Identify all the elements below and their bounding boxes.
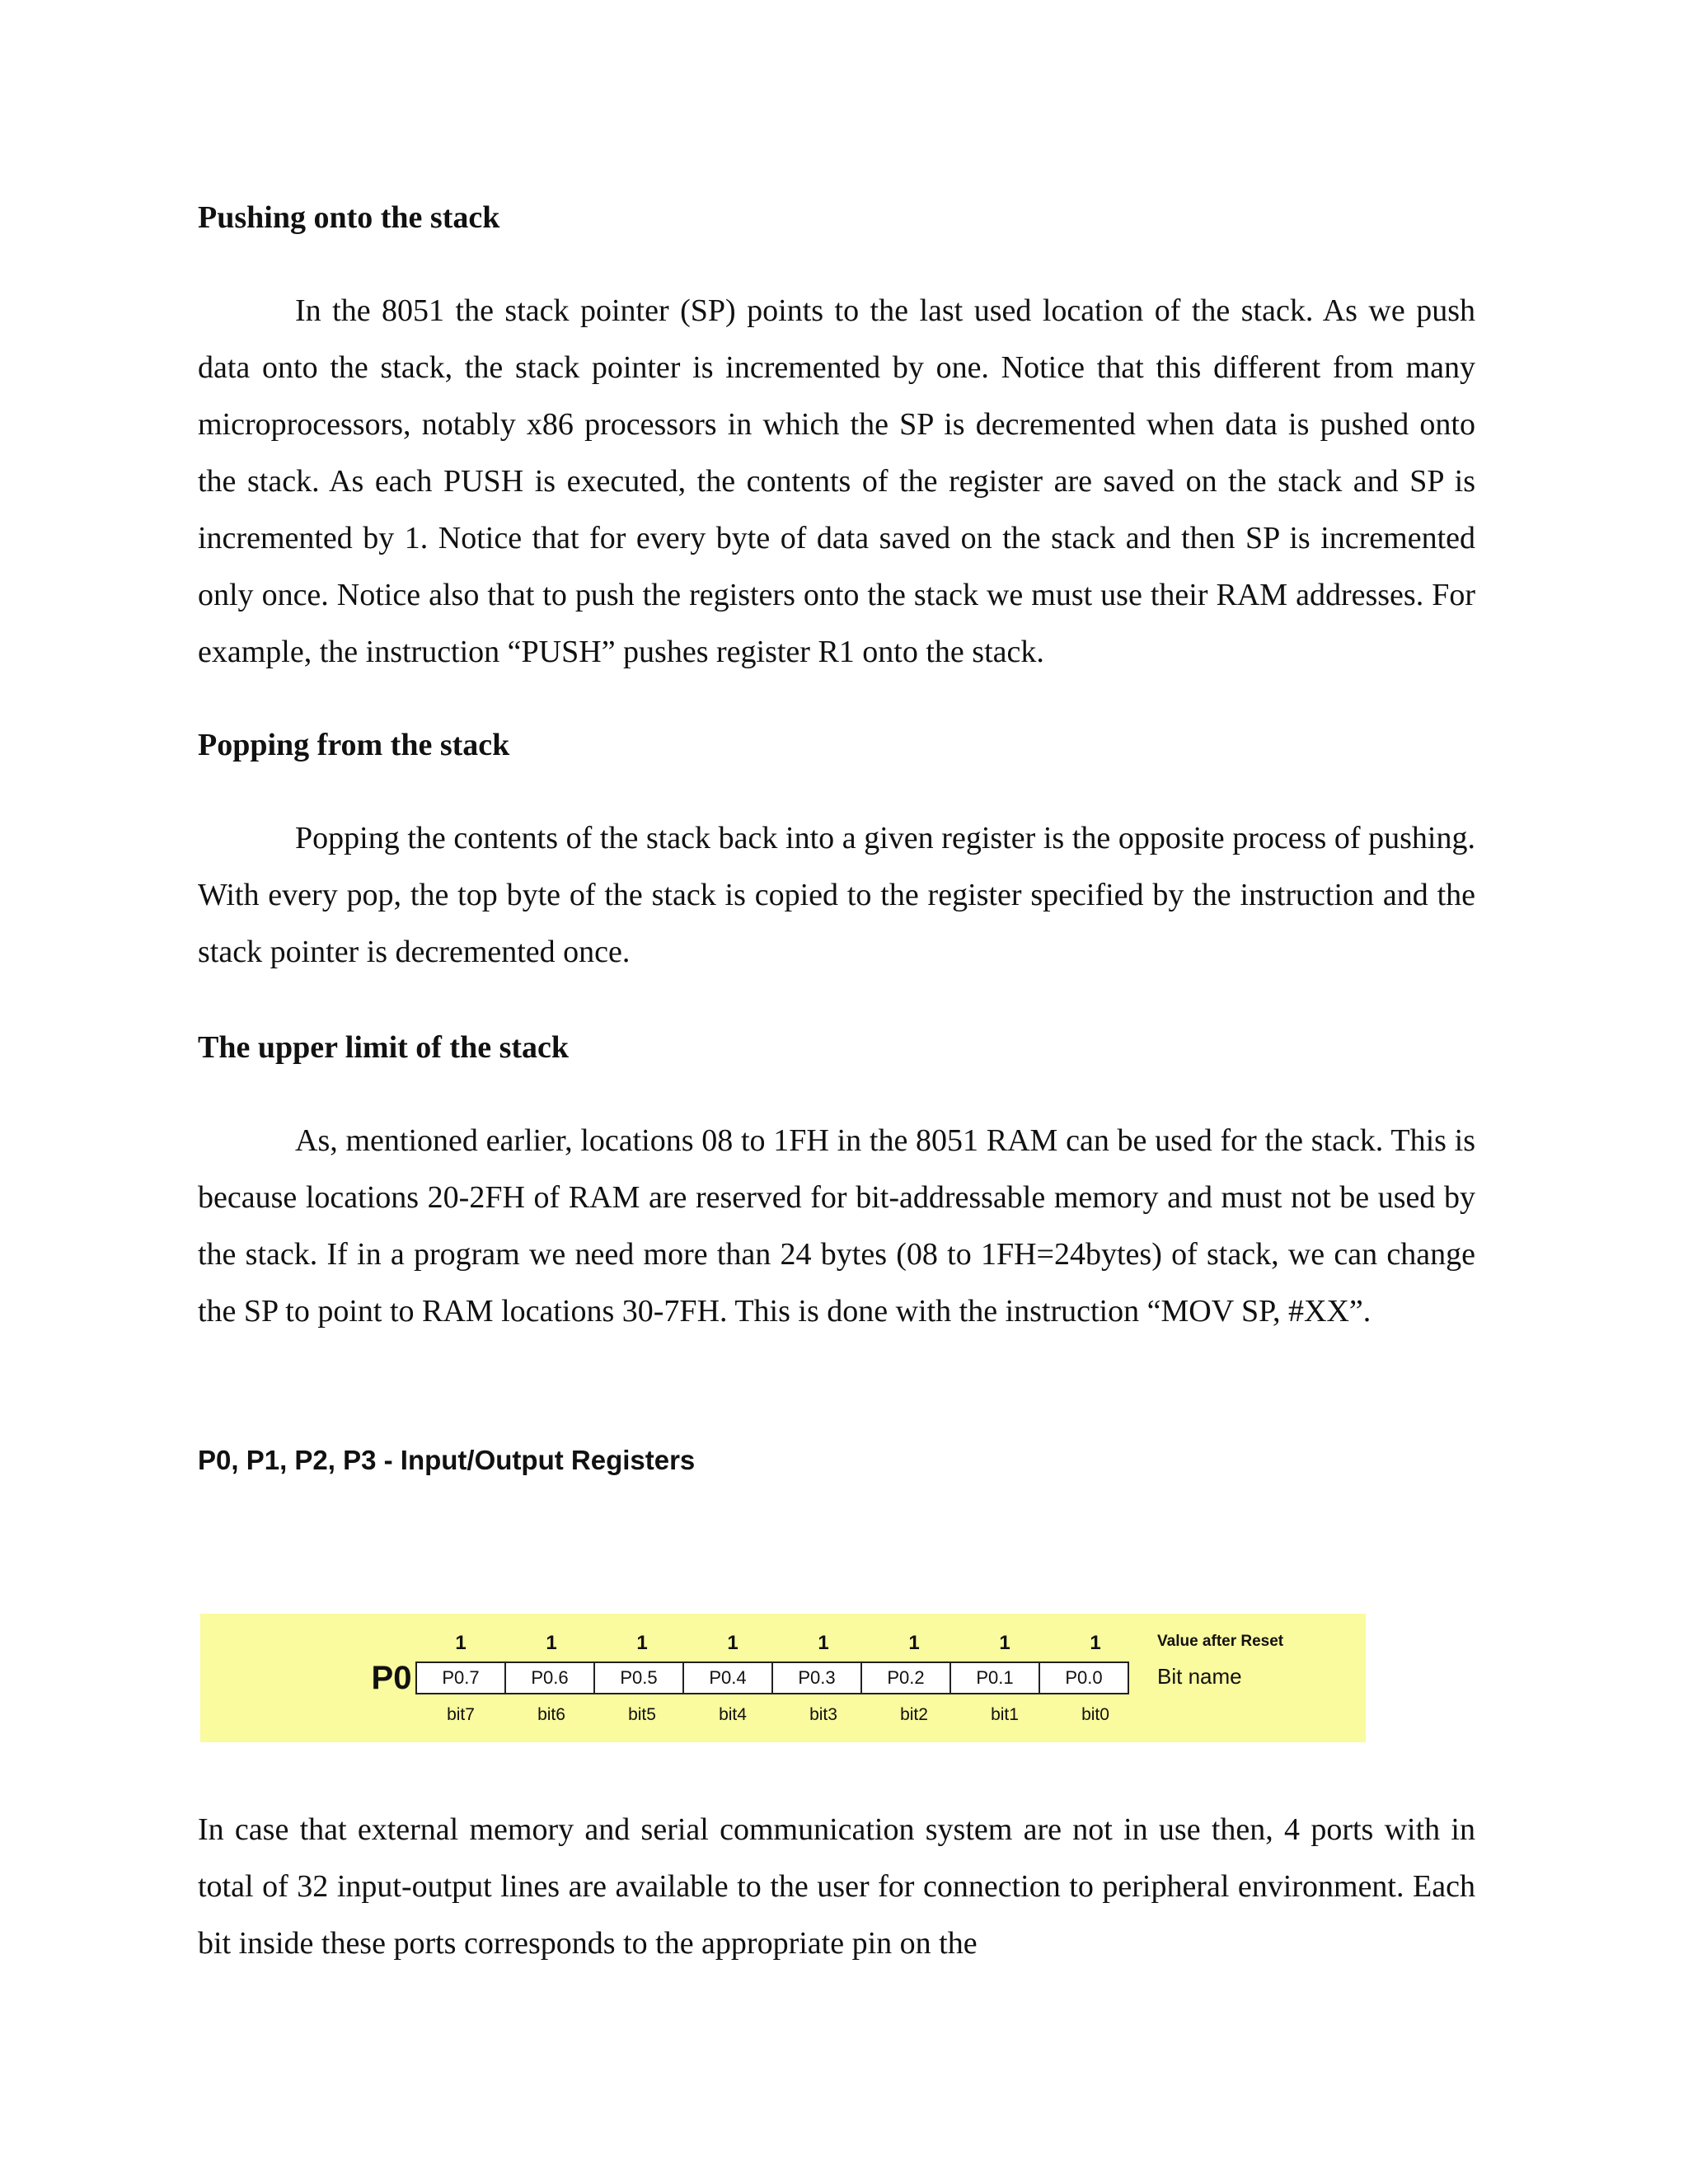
register-name: P0 (371, 1660, 412, 1696)
bit-label-bit7: bit7 (447, 1705, 475, 1724)
section-paragraph-popping: Popping the contents of the stack back into a given register is the opposite process of pushing. With every pop, the top byte of the stack is copied to the register specified by the instruction and the stack pointer is decremented once. (198, 821, 1475, 969)
bit-label-bit6: bit6 (537, 1705, 565, 1724)
bit-label-bit5: bit5 (628, 1705, 656, 1724)
bit-cell-p0-0: P0.0 (1039, 1661, 1129, 1694)
reset-value-bit3: 1 (818, 1632, 829, 1654)
legend-value-after-reset: Value after Reset (1157, 1633, 1284, 1650)
bit-label-bit4: bit4 (719, 1705, 747, 1724)
reset-value-bit2: 1 (908, 1632, 920, 1654)
reset-value-bit6: 1 (546, 1632, 557, 1654)
bit-cell-p0-2: P0.2 (860, 1661, 951, 1694)
closing-paragraph: In case that external memory and serial communication system are not in use then, 4 ports with in total of 32 input-output lines are available to the user for connection to peripheral environment. Each bit inside these ports corresponds to the appropriate pin on the (198, 1812, 1475, 1961)
bit-cell-p0-6: P0.6 (504, 1661, 595, 1694)
reset-value-bit5: 1 (636, 1632, 648, 1654)
bit-label-bit3: bit3 (809, 1705, 837, 1724)
reset-value-bit4: 1 (727, 1632, 738, 1654)
reset-value-bit0: 1 (1090, 1632, 1101, 1654)
bit-cell-p0-4: P0.4 (682, 1661, 773, 1694)
section-heading-popping: Popping from the stack (198, 728, 510, 762)
section-paragraph-pushing: In the 8051 the stack pointer (SP) points to the last used location of the stack. As we push data onto the stack, the stack pointer is incremented by one. Notice that this different from many microprocessors, notably x86 processors in which the SP is decremented when data is pushed onto the stack. As each PUSH is executed, the contents of the register are saved on the stack and SP is incremented by 1. Notice that for every byte of data saved on the stack and then SP is incremented only once. Notice also that to push the registers onto the stack we must use their RAM addresses. For example, the instruction “PUSH” pushes register R1 onto the stack. (198, 293, 1475, 669)
io-registers-heading: P0, P1, P2, P3 - Input/Output Registers (198, 1445, 696, 1475)
section-heading-upper-limit: The upper limit of the stack (198, 1030, 570, 1065)
bit-cell-p0-7: P0.7 (415, 1661, 506, 1694)
bit-label-bit0: bit0 (1081, 1705, 1109, 1724)
reset-value-bit7: 1 (455, 1632, 467, 1654)
legend-bit-name: Bit name (1157, 1664, 1242, 1689)
section-paragraph-upper-limit: As, mentioned earlier, locations 08 to 1FH in the 8051 RAM can be used for the stack. This is because locations 20-2FH of RAM are reserved for bit-addressable memory and must not be used by the stack. If in a program we need more than 24 bytes (08 to 1FH=24bytes) of stack, we can change the SP to point to RAM locations 30-7FH. This is done with the instruction “MOV SP, #XX”. (198, 1123, 1475, 1329)
bit-cell-p0-5: P0.5 (593, 1661, 684, 1694)
bit-label-bit2: bit2 (900, 1705, 928, 1724)
reset-value-bit1: 1 (999, 1632, 1010, 1654)
bit-cell-p0-1: P0.1 (950, 1661, 1040, 1694)
bit-cell-p0-3: P0.3 (771, 1661, 862, 1694)
p0-register-diagram (200, 1614, 1366, 1742)
bit-label-bit1: bit1 (991, 1705, 1019, 1724)
section-heading-pushing: Pushing onto the stack (198, 200, 500, 235)
